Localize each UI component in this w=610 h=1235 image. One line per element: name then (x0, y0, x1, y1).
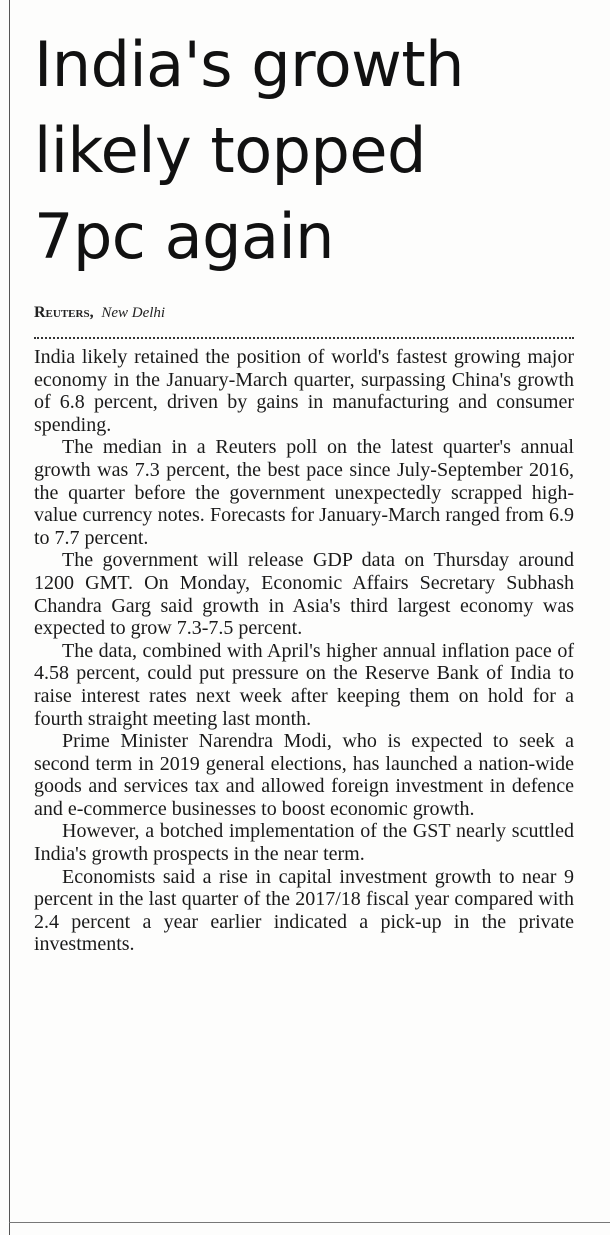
paragraph-6: However, a botched implementation of the GST nearly scuttled India's growth prospects in the near term. (34, 820, 574, 866)
dotted-divider (34, 337, 574, 339)
bottom-rule (9, 1222, 610, 1223)
column-left-rule (9, 0, 10, 1235)
paragraph-7: Economists said a rise in capital investment growth to near 9 percent in the last quarter of the 2017/18 fiscal year compared with 2.4 percent a year earlier indicated a pick-up in the private investments. (34, 865, 574, 956)
byline-agency: Reuters, (34, 304, 94, 321)
paragraph-2: The median in a Reuters poll on the latest quarter's annual growth was 7.3 percent, the best pace since July-September 2016, the quarter before the government unexpectedly scrapped high-value currency notes. Forecasts for January-March ranged from 6.9 to 7.7 percent. (34, 436, 574, 549)
paragraph-4: The data, combined with April's higher annual inflation pace of 4.58 percent, could put pressure on the Reserve Bank of India to raise interest rates next week after keeping them on hold for a fourth straight meeting last month. (34, 639, 574, 730)
byline-location: New Delhi (101, 305, 166, 321)
paragraph-5: Prime Minister Narendra Modi, who is expected to seek a second term in 2019 general elections, has launched a nation-wide goods and services tax and allowed foreign investment in defence and e-commerce businesses to boost economic growth. (34, 730, 574, 820)
byline (34, 304, 165, 322)
article-body (34, 346, 574, 956)
paragraph-3: The government will release GDP data on Thursday around 1200 GMT. On Monday, Economic Affairs Secretary Subhash Chandra Garg said growth in Asia's third largest economy was expected to grow 7.3-7.5 percent. (34, 549, 574, 640)
paragraph-1: India likely retained the position of world's fastest growing major economy in the January-March quarter, surpassing China's growth of 6.8 percent, driven by gains in manufacturing and consumer spending. (34, 346, 574, 436)
headline: India's growth likely topped 7pc again (34, 28, 464, 273)
